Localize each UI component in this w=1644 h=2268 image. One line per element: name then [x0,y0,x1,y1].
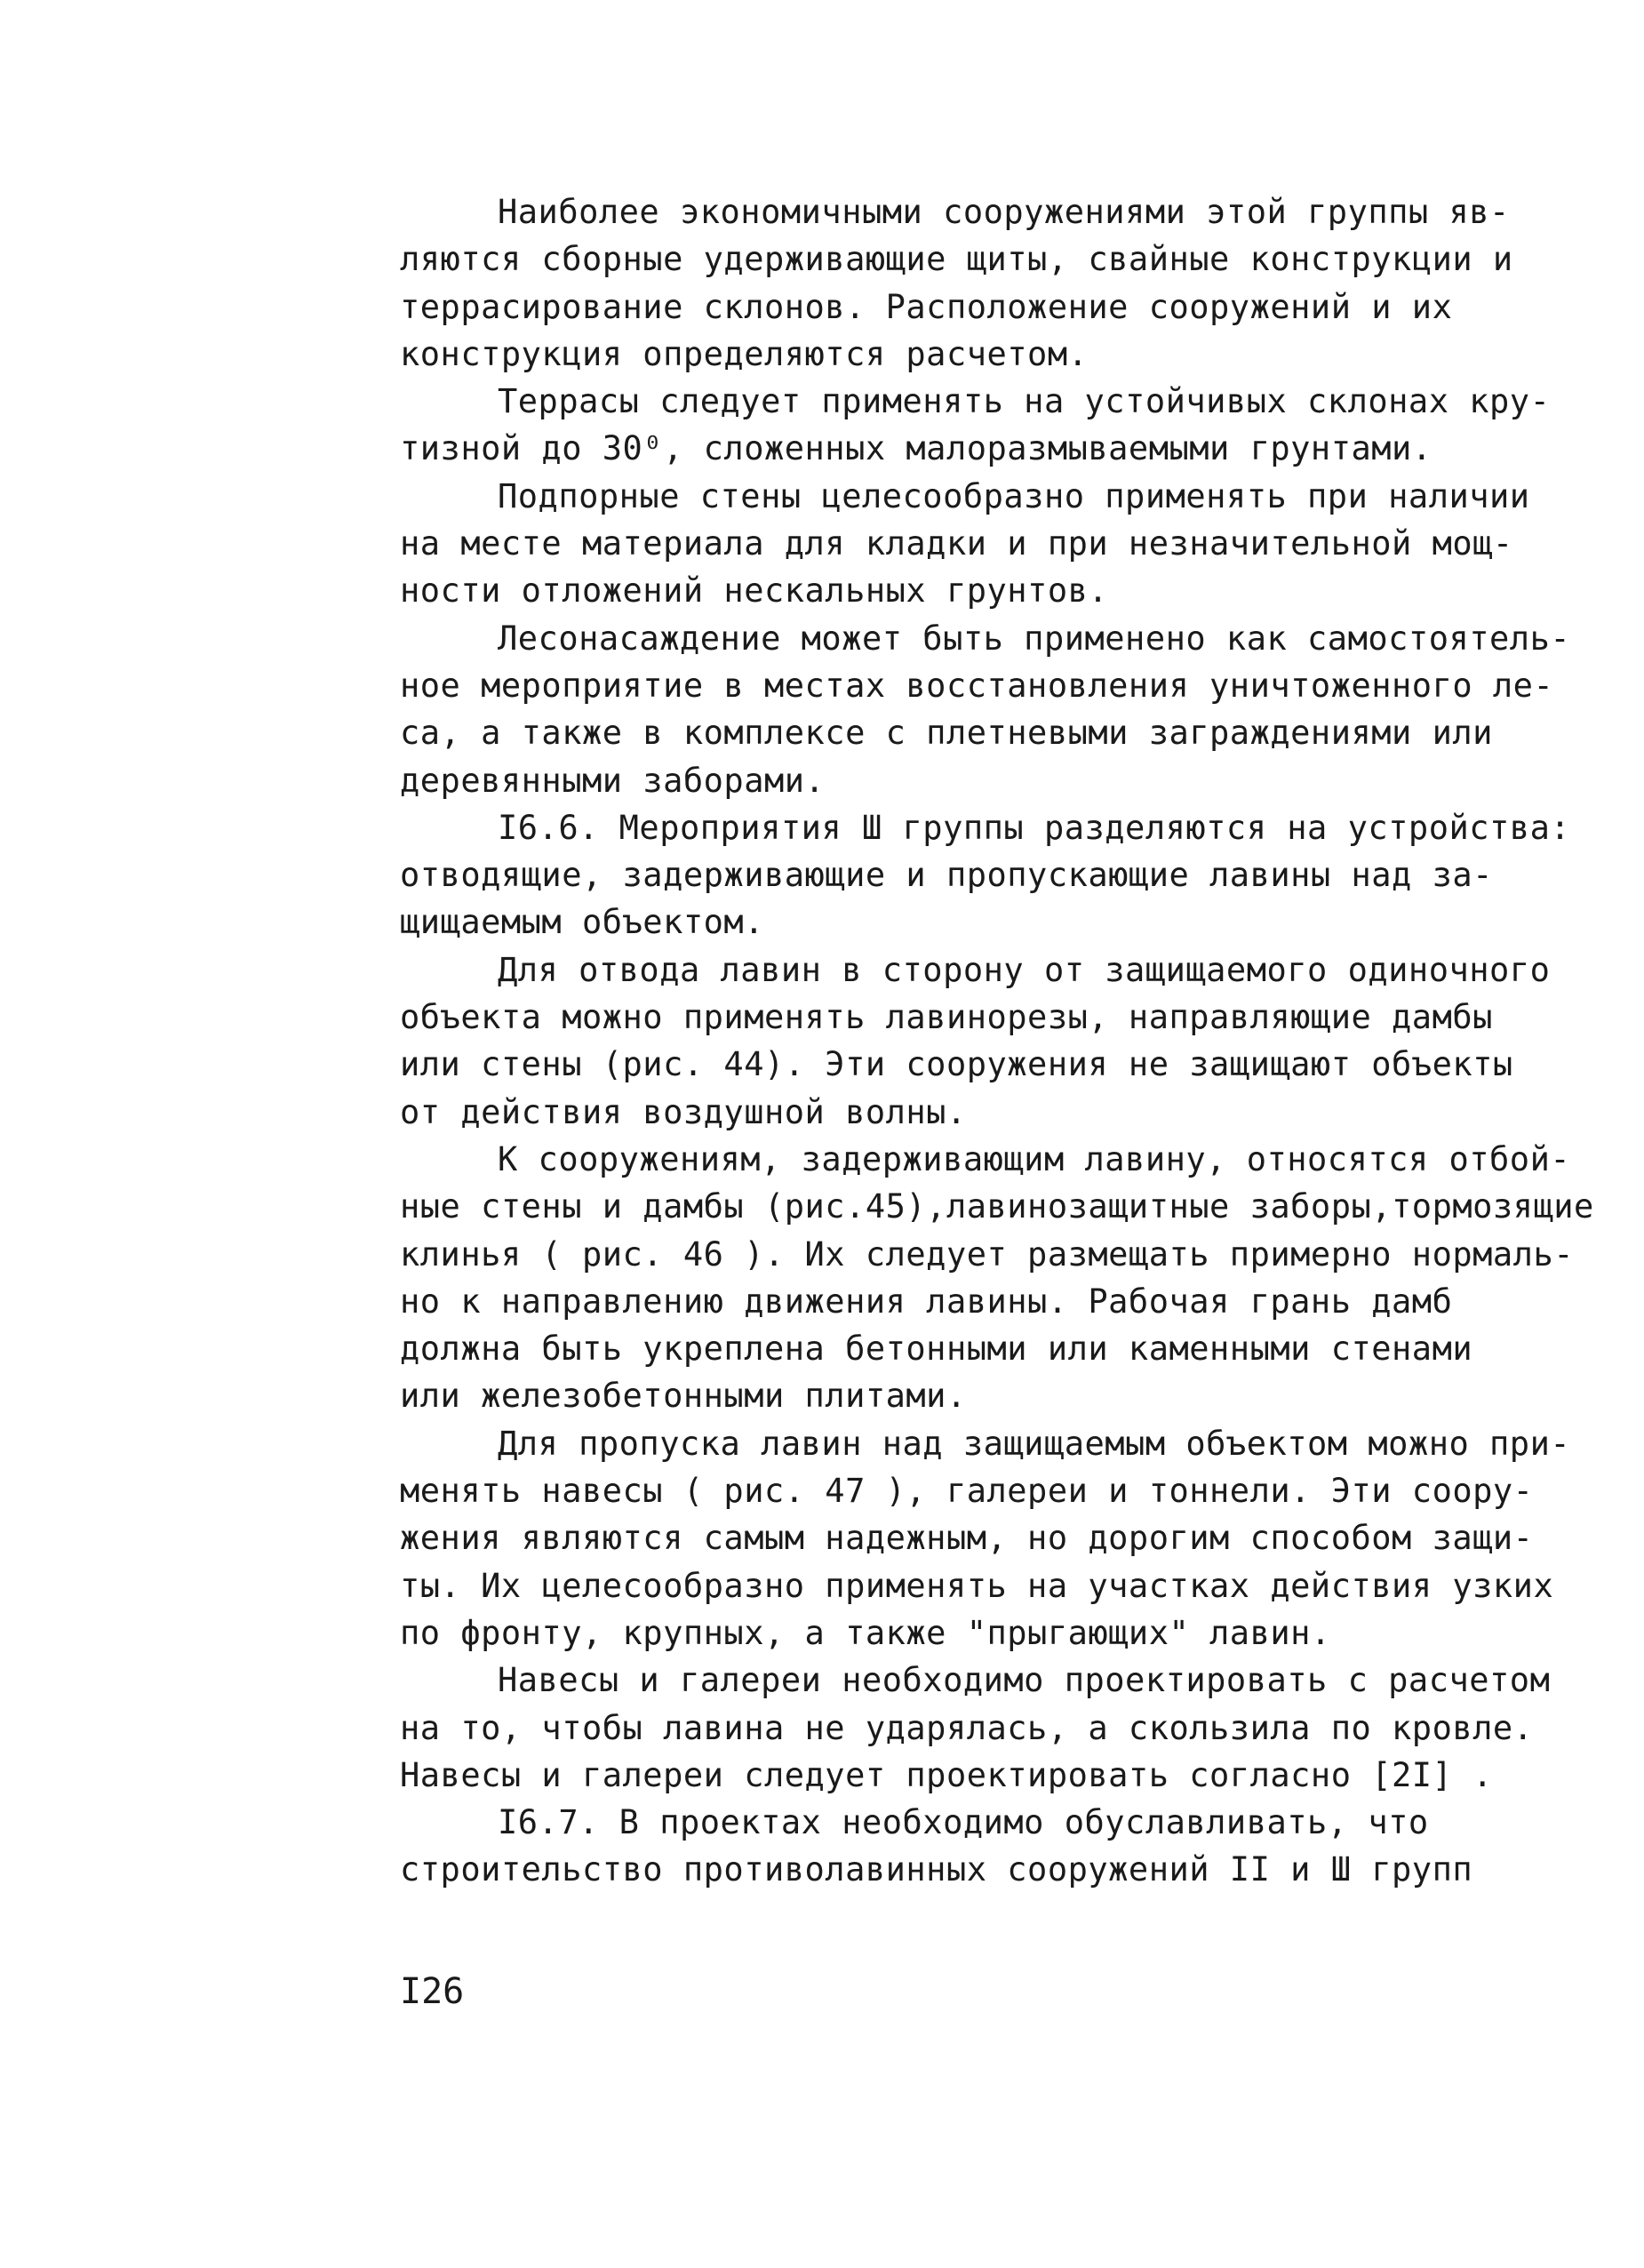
text-line: Террасы следует применять на устойчивых склонах кру- [498,382,1551,421]
text-line: Навесы и галереи следует проектировать согласно [2I] . [400,1755,1493,1794]
text-line: К сооружениям, задерживающим лавину, относятся отбой- [498,1139,1571,1178]
text-line: I6.7. В проектах необходимо обуславливать, что [498,1803,1429,1842]
text-line: Навесы и галереи необходимо проектировать с расчетом [498,1661,1551,1700]
text-line: строительство противолавинных сооружений II и Ш групп [400,1850,1473,1889]
text-line: деревянными заборами. [400,761,826,800]
text-line: или железобетонными плитами. [400,1377,967,1416]
text-line: I6.6. Мероприятия Ш группы разделяются на устройства: [498,808,1571,847]
text-line: Подпорные стены целесообразно применять при наличии [498,476,1530,515]
text-line: или стены (рис. 44). Эти сооружения не защищают объекты [400,1045,1513,1084]
text-line: са, а также в комплексе с плетневыми заграждениями или [400,714,1493,753]
text-line: жения являются самым надежным, но дорогим способом защи- [400,1519,1534,1558]
text-line: объекта можно применять лавинорезы, направляющие дамбы [400,998,1493,1037]
text-line: ляются сборные удерживающие щиты, свайные конструкции и [400,240,1513,279]
body-text [400,188,1594,1894]
text-line: на месте материала для кладки и при незначительной мощ- [400,524,1513,563]
text-line: по фронту, крупных, а также "прыгающих" лавин. [400,1613,1331,1652]
text-line: ности отложений нескальных грунтов. [400,571,1109,611]
text-line: Лесонасаждение может быть применено как самостоятель- [498,619,1571,658]
text-line: но к направлению движения лавины. Рабочая грань дамб [400,1282,1453,1321]
text-line: конструкция определяются расчетом. [400,334,1089,373]
text-line: отводящие, задерживающие и пропускающие лавины над за- [400,856,1493,895]
text-line: ные стены и дамбы (рис.45),лавинозащитные заборы,тормозящие [400,1187,1594,1226]
text-line: Для отвода лавин в сторону от защищаемого одиночного [498,950,1551,989]
text-line: щищаемым объектом. [400,903,764,942]
text-line: менять навесы ( рис. 47 ), галереи и тоннели. Эти соору- [400,1472,1534,1511]
text-line: клинья ( рис. 46 ). Их следует размещать примерно нормаль- [400,1234,1575,1274]
text-line: ное мероприятие в местах восстановления уничтоженного ле- [400,666,1554,705]
text-line: должна быть укреплена бетонными или каменными стенами [400,1330,1473,1369]
text-line: от действия воздушной волны. [400,1092,967,1131]
text-line: Наиболее экономичными сооружениями этой группы яв- [498,193,1510,231]
text-line: террасирование склонов. Расположение сооружений и их [400,287,1453,326]
page-number: I26 [400,1971,465,2012]
text-line: тизной до 30⁰, сложенных малоразмываемыми грунтами. [400,429,1433,468]
text-line: на то, чтобы лавина не ударялась, а скользила по кровле. [400,1708,1534,1747]
text-line: Для пропуска лавин над защищаемым объектом можно при- [498,1424,1571,1463]
text-line: ты. Их целесообразно применять на участках действия узких [400,1566,1554,1605]
